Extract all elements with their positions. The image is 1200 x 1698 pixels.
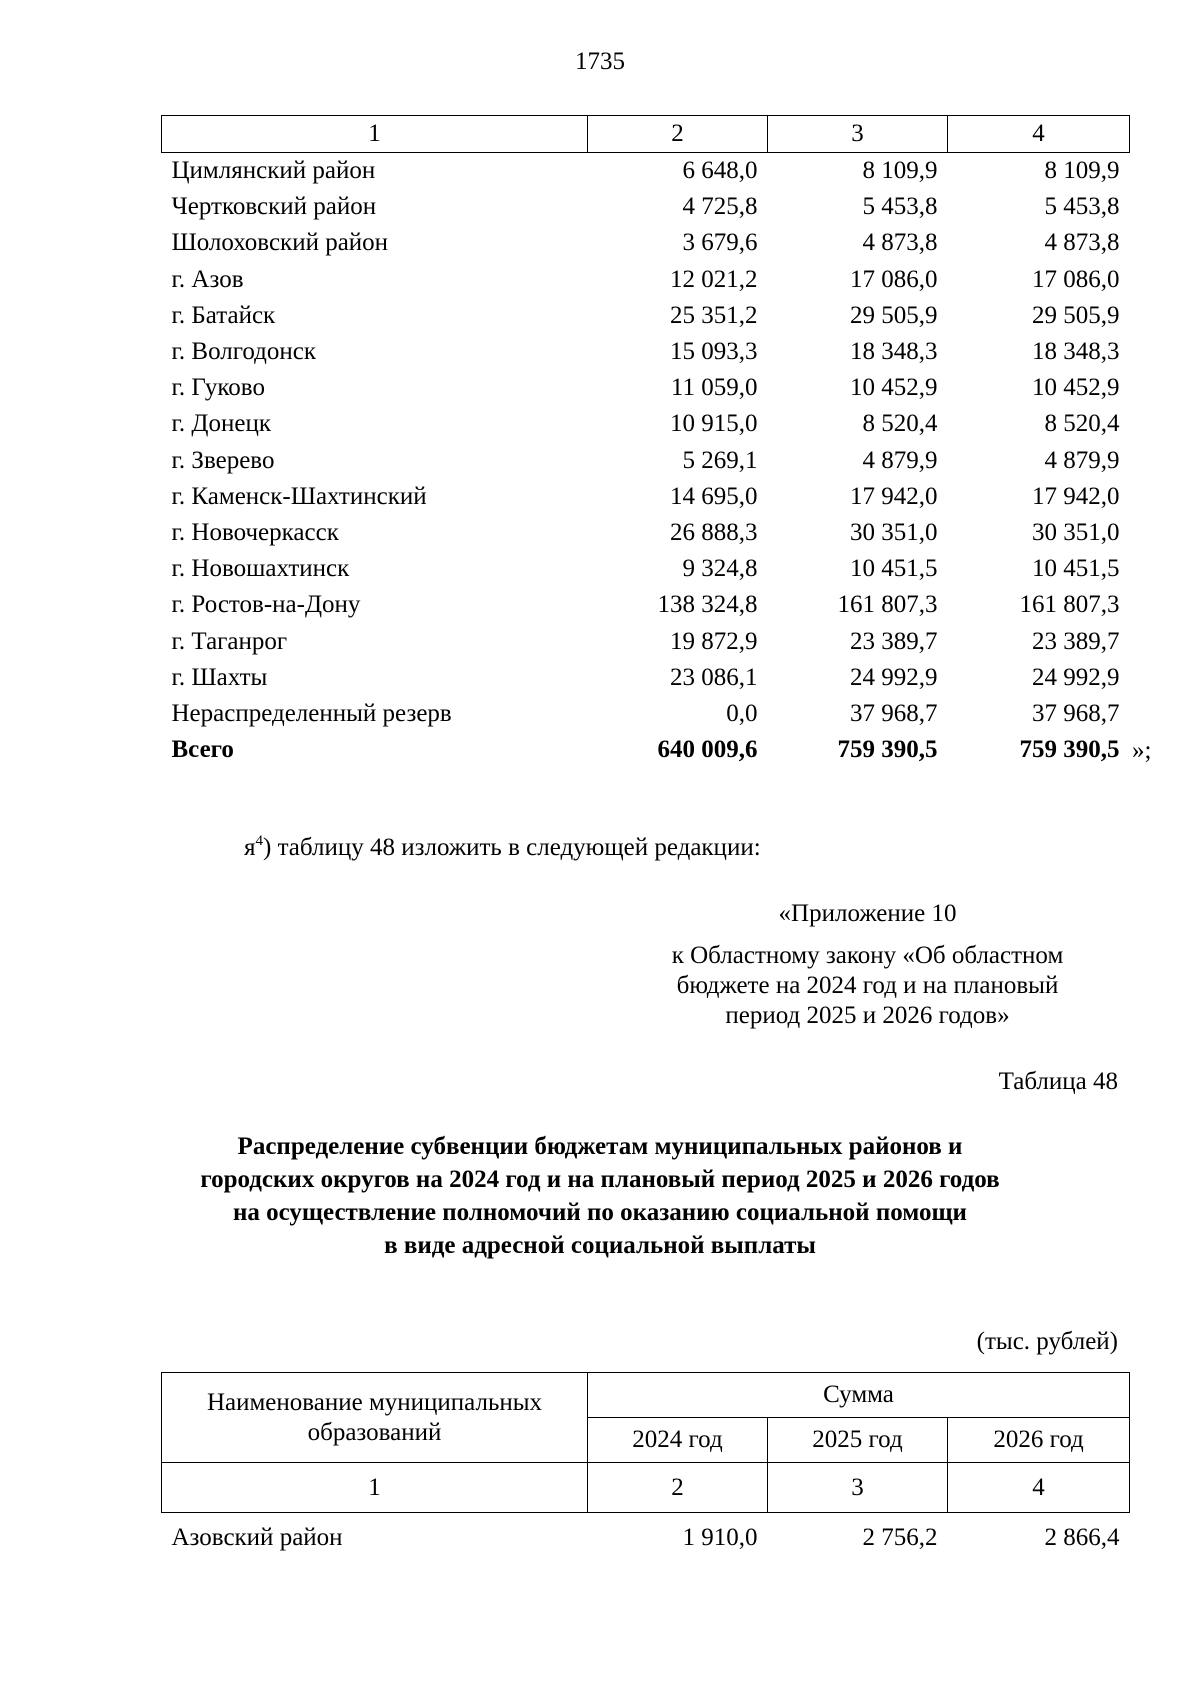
value-2026: 29 505,9 [1032,301,1120,329]
value-2025: 161 807,3 [837,591,938,619]
value-2026: 10 452,9 [1032,374,1120,402]
value-2024: 19 872,9 [670,627,758,655]
table-row [162,370,1130,406]
value-2024: 138 324,8 [657,591,758,619]
value-2026: 24 992,9 [1032,663,1120,691]
appendix-reference [600,941,1135,1031]
value-2024: 6 648,0 [682,157,758,185]
value-2024: 25 351,2 [670,301,758,329]
table-row [162,479,1130,515]
heading-line: на осуществление полномочий по оказанию социальной помощи [233,1199,967,1226]
prev-table [161,115,1130,768]
value-2026: 5 453,8 [1044,193,1120,221]
instruction-paragraph [244,833,761,862]
table-row [162,696,1130,732]
value-2024: 12 021,2 [670,265,758,293]
column-number: 2 [588,1463,768,1513]
column-number: 4 [948,1463,1130,1513]
row-name: г. Волгодонск [171,338,317,366]
value-2026: 17 086,0 [1032,265,1120,293]
table-row [162,515,1130,551]
table-row [162,623,1130,659]
value-2025: 37 968,7 [850,699,938,727]
value-2025: 10 452,9 [850,374,938,402]
table-row [162,443,1130,479]
value-2025: 24 992,9 [850,663,938,691]
row-name: Чертковский район [171,193,377,221]
heading-line: городских округов на 2024 год и на плановый период 2025 и 2026 годов [200,1166,1000,1193]
table-row [162,298,1130,334]
column-number: 3 [768,1463,948,1513]
value-2024: 23 086,1 [670,663,758,691]
heading-line: в виде адресной социальной выплаты [384,1232,816,1259]
value-2025: 18 348,3 [850,338,938,366]
row-name: г. Шахты [171,663,268,691]
value-2026: 17 942,0 [1032,482,1120,510]
value-2026: 4 879,9 [1044,446,1120,474]
table-row [162,1513,1130,1564]
value-2026: 23 389,7 [1032,627,1120,655]
table-row [162,587,1130,623]
row-name: Нераспределенный резерв [171,699,452,727]
value-2026: 10 451,5 [1032,555,1120,583]
header-year: 2024 год [588,1418,768,1463]
row-name: г. Азов [171,265,244,293]
value-2024: 10 915,0 [670,410,758,438]
table-row [162,660,1130,696]
value-2026: 161 807,3 [1019,591,1120,619]
column-number-row [162,1463,1130,1513]
appendix-title: «Приложение 10 [778,900,957,927]
row-name: Шолоховский район [171,229,389,257]
page-number: 1735 [575,48,625,75]
column-number: 1 [162,116,588,153]
total-label: Всего [171,736,234,764]
value-2025: 4 873,8 [862,229,938,257]
row-name: г. Донецк [171,410,271,438]
value-2026: 30 351,0 [1032,518,1120,546]
value-2025: 8 109,9 [862,157,938,185]
table-row [162,262,1130,298]
instruction-superscript: 4 [255,833,263,849]
heading-line: Распределение субвенции бюджетам муниципальных районов и [237,1133,963,1160]
column-number: 4 [948,116,1130,153]
value-2024: 5 269,1 [682,446,758,474]
column-number: 3 [768,116,948,153]
value-2024: 15 093,3 [670,338,758,366]
total-2024: 640 009,6 [657,736,758,764]
new-table [161,1372,1130,1563]
value-2026: 8 109,9 [1044,157,1120,185]
row-name: г. Таганрог [171,627,288,655]
value-2025: 17 086,0 [850,265,938,293]
table-heading [150,1130,1050,1262]
value-2024: 26 888,3 [670,518,758,546]
value-2025: 8 520,4 [862,410,938,438]
value-2026: 4 873,8 [1044,229,1120,257]
table-label: Таблица 48 [998,1068,1118,1095]
value-2024: 0,0 [726,699,758,727]
table-row [162,551,1130,587]
row-name: г. Батайск [171,301,276,329]
column-number-row [162,116,1130,153]
header-name: Наименование муниципальных образований [162,1373,588,1463]
row-name: г. Гуково [171,374,265,402]
row-name: Азовский район [171,1524,343,1551]
appendix-line: к Областному закону «Об областном [671,942,1064,969]
table-row [162,189,1130,225]
table-row [162,334,1130,370]
column-number: 2 [588,116,768,153]
value-2024: 3 679,6 [682,229,758,257]
row-name: г. Каменск-Шахтинский [171,482,427,510]
value-2026: 2 866,4 [1044,1524,1120,1551]
value-2024: 14 695,0 [670,482,758,510]
instruction-prefix: я [244,834,256,861]
value-2025: 4 879,9 [862,446,938,474]
value-2025: 5 453,8 [862,193,938,221]
row-name: г. Новочеркасск [171,518,339,546]
total-2025: 759 390,5 [837,736,938,764]
prev-table-body [162,153,1130,769]
header-sum: Сумма [588,1373,1130,1418]
value-2026: 18 348,3 [1032,338,1120,366]
value-2026: 8 520,4 [1044,410,1120,438]
instruction-text: ) таблицу 48 изложить в следующей редакции: [263,834,761,861]
table-row [162,406,1130,442]
appendix-line: бюджете на 2024 год и на плановый [676,972,1059,999]
appendix-line: период 2025 и 2026 годов» [725,1002,1010,1029]
total-row [162,732,1130,768]
column-number: 1 [162,1463,588,1513]
header-year: 2026 год [948,1418,1130,1463]
value-2026: 37 968,7 [1032,699,1120,727]
total-2026: 759 390,5 [1019,736,1120,764]
new-table-body [162,1513,1130,1564]
unit-label: (тыс. рублей) [976,1328,1118,1355]
value-2024: 1 910,0 [682,1524,758,1551]
value-2025: 17 942,0 [850,482,938,510]
header-year: 2025 год [768,1418,948,1463]
value-2024: 4 725,8 [682,193,758,221]
table-row [162,153,1130,190]
row-name: г. Ростов-на-Дону [171,591,361,619]
value-2024: 11 059,0 [670,374,758,402]
value-2025: 23 389,7 [850,627,938,655]
row-name: г. Новошахтинск [171,555,350,583]
value-2025: 2 756,2 [862,1524,938,1551]
table-row [162,225,1130,261]
closing-mark: »; [1132,737,1152,764]
row-name: г. Зверево [171,446,275,474]
value-2025: 29 505,9 [850,301,938,329]
value-2025: 30 351,0 [850,518,938,546]
value-2025: 10 451,5 [850,555,938,583]
row-name: Цимлянский район [171,157,376,185]
value-2024: 9 324,8 [682,555,758,583]
